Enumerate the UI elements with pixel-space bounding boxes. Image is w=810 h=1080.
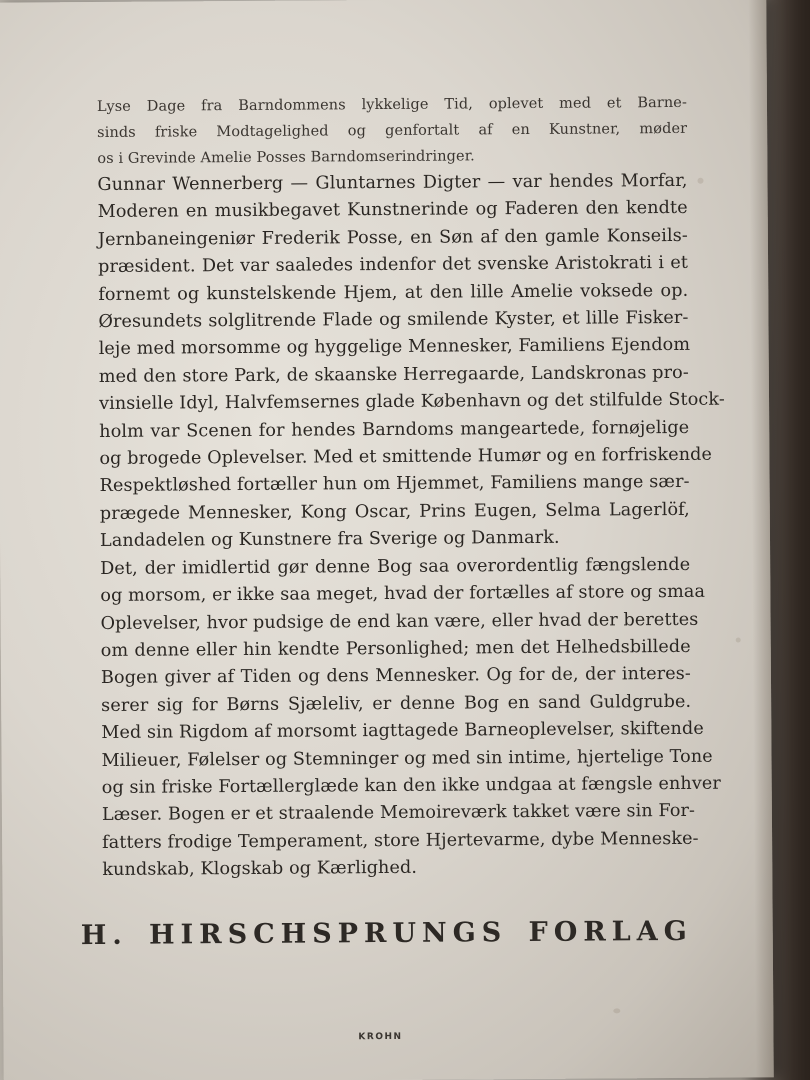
text-line: Moderen en musikbegavet Kunstnerinde og Faderen den kendte — [97, 198, 688, 223]
text-line: Lyse Dage fra Barndommens lykkelige Tid, oplevet med et Barne- — [96, 94, 688, 116]
text-line: kundskab, Klogskab og Kærlighed. — [102, 857, 418, 881]
text-line: Det, der imidlertid gør denne Bog saa overordentlig fængslende — [100, 554, 691, 579]
text-line: Bogen giver af Tiden og dens Mennesker. Og for de, der interes- — [100, 664, 692, 689]
printer-mark: KROHN — [358, 1031, 403, 1043]
text-line: og morsom, er ikke saa meget, hvad der fortælles af store og smaa — [100, 581, 706, 607]
text-line: sinds friske Modtagelighed og genfortalt af en Kunstner, møder — [97, 120, 688, 141]
text-line: med den store Park, de skaanske Herregaarde, Landskronas pro- — [98, 362, 689, 387]
foxing-spot — [736, 638, 741, 643]
text-line: Læser. Bogen er et straalende Memoireværk takket være sin For- — [101, 801, 696, 826]
text-line: præsident. Det var saaledes indenfor det svenske Aristokrati i et — [98, 253, 689, 278]
text-line: og brogede Oplevelser. Med et smittende Humør og en forfriskende — [99, 444, 713, 470]
blurb-body — [97, 168, 725, 885]
text-line: Med sin Rigdom af morsomt iagttagede Barneoplevelser, skiftende — [101, 718, 704, 744]
blurb-intro — [97, 90, 688, 172]
text-line: Øresundets solglitrende Flade og smilende Kyster, et lille Fisker- — [98, 307, 689, 333]
publisher-name: H. HIRSCHSPRUNGS FORLAG — [80, 915, 693, 952]
text-line: Milieuer, Følelser og Stemninger og med sin intime, hjertelige Tone — [101, 746, 713, 771]
text-line: og sin friske Fortællerglæde kan den ikke undgaa at fængsle enhver — [101, 773, 721, 798]
text-line: Respektløshed fortæller hun om Hjemmet, Familiens mange sær- — [99, 472, 690, 497]
text-line: serer sig for Børns Sjæleliv, er denne Bog en sand Guldgrube. — [101, 691, 692, 716]
text-line: vinsielle Idyl, Halvfemsernes glade København og det stilfulde Stock- — [98, 389, 725, 415]
text-line: om denne eller hin kendte Personlighed; men det Helhedsbillede — [100, 636, 691, 661]
text-line: Jernbaneingeniør Frederik Posse, en Søn af den gamle Konseils- — [97, 225, 688, 250]
text-line: fornemt og kunstelskende Hjem, at den lille Amelie voksede op. — [98, 280, 689, 305]
foxing-spot — [697, 178, 703, 184]
text-line: fatters frodige Temperament, store Hjertevarme, dybe Menneske- — [102, 828, 699, 853]
text-line: os i Grevinde Amelie Posses Barndomserindringer. — [97, 148, 475, 167]
text-line: holm var Scenen for hendes Barndoms mangeartede, fornøjelige — [99, 417, 690, 442]
text-line: Landadelen og Kunstnere fra Sverige og Danmark. — [99, 528, 560, 552]
text-line: leje med morsomme og hyggelige Mennesker, Familiens Ejendom — [98, 335, 691, 360]
text-line: Gunnar Wennerberg — Gluntarnes Digter — var hendes Morfar, — [97, 170, 688, 195]
foxing-spot — [613, 1008, 620, 1013]
text-line: Oplevelser, hvor pudsige de end kan være, eller hvad der berettes — [100, 609, 699, 634]
text-line: prægede Mennesker, Kong Oscar, Prins Eugen, Selma Lagerlöf, — [99, 499, 690, 524]
blurb-text — [96, 90, 725, 885]
